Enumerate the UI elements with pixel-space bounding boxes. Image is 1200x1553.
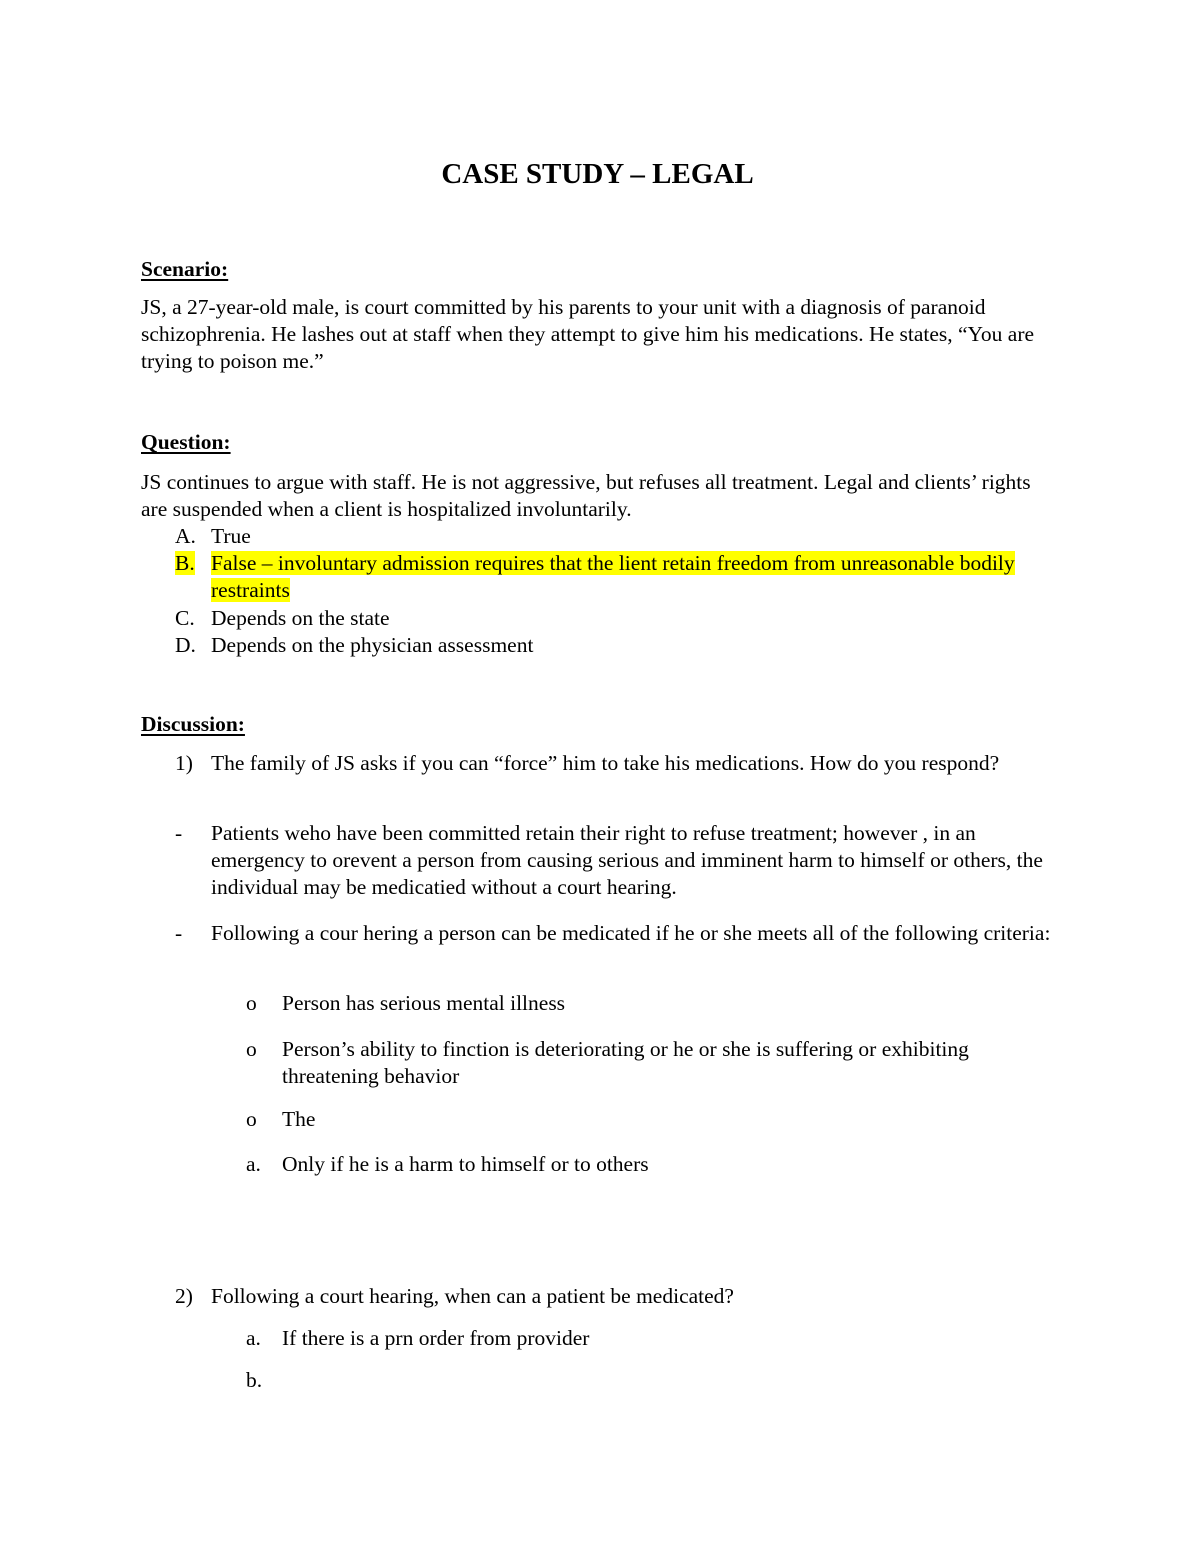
question-number: 1)	[175, 751, 193, 775]
discussion-question-2	[175, 1283, 1055, 1310]
criteria-item	[246, 1106, 1066, 1133]
criteria-text: The	[282, 1107, 316, 1131]
option-text: Depends on the physician assessment	[211, 633, 534, 657]
question-heading: Question:	[141, 430, 231, 454]
answer-item	[246, 1151, 1066, 1178]
bullet-text: Patients weho have been committed retain their right to refuse treatment; however , in an emergency to orevent a person from causing serious and imminent harm to himself or others, the individual may be medicatied without a court hearing.	[211, 821, 1043, 899]
question-text: Following a court hearing, when can a patient be medicated?	[211, 1284, 734, 1308]
answer-item	[246, 1325, 1066, 1352]
option-text: Depends on the state	[211, 606, 390, 630]
option-d	[175, 632, 1055, 659]
scenario-heading: Scenario:	[141, 257, 229, 281]
answer-text: If there is a prn order from provider	[282, 1326, 590, 1350]
option-marker: C.	[175, 606, 195, 630]
option-text: False – involuntary admission requires that the lient retain freedom from unreasonable bodily restraints	[211, 551, 1015, 602]
bullet-marker: -	[175, 921, 183, 945]
discussion-question-1	[175, 750, 1055, 777]
answer-item	[246, 1367, 1066, 1394]
option-c	[175, 605, 1055, 632]
criteria-item	[246, 990, 1066, 1017]
bullet-marker: -	[175, 821, 183, 845]
question-number: 2)	[175, 1284, 193, 1308]
answer-marker: b.	[246, 1368, 263, 1392]
criteria-text: Person’s ability to finction is deteriorating or he or she is suffering or exhibiting threatening behavior	[282, 1037, 969, 1088]
answer-marker: a.	[246, 1152, 261, 1176]
option-a	[175, 523, 1055, 550]
discussion-bullet	[175, 920, 1055, 947]
option-b-highlighted	[175, 550, 1055, 604]
scenario-text: JS, a 27-year-old male, is court committed by his parents to your unit with a diagnosis of paranoid schizophrenia. He lashes out at staff when they attempt to give him his medications. He states, “You are trying to poison me.”	[141, 295, 1035, 373]
criteria-text: Person has serious mental illness	[282, 991, 566, 1015]
answer-text: Only if he is a harm to himself or to others	[282, 1152, 649, 1176]
criteria-marker: o	[246, 1037, 257, 1061]
answer-marker: a.	[246, 1326, 261, 1350]
criteria-marker: o	[246, 1107, 257, 1131]
discussion-heading: Discussion:	[141, 712, 245, 736]
page-title: CASE STUDY – LEGAL	[441, 158, 754, 190]
question-text: JS continues to argue with staff. He is not aggressive, but refuses all treatment. Legal and clients’ rights are suspended when a client is hospitalized involuntarily.	[141, 470, 1031, 521]
question-text: The family of JS asks if you can “force” him to take his medications. How do you respond?	[211, 751, 1000, 775]
answer-text	[282, 1367, 1066, 1394]
option-marker: D.	[175, 633, 196, 657]
criteria-item	[246, 1036, 1066, 1090]
option-marker: B.	[175, 551, 195, 575]
option-marker: A.	[175, 524, 196, 548]
option-text: True	[211, 524, 251, 548]
discussion-bullet	[175, 820, 1055, 901]
criteria-marker: o	[246, 991, 257, 1015]
bullet-text: Following a cour hering a person can be medicated if he or she meets all of the following criteria:	[211, 921, 1051, 945]
